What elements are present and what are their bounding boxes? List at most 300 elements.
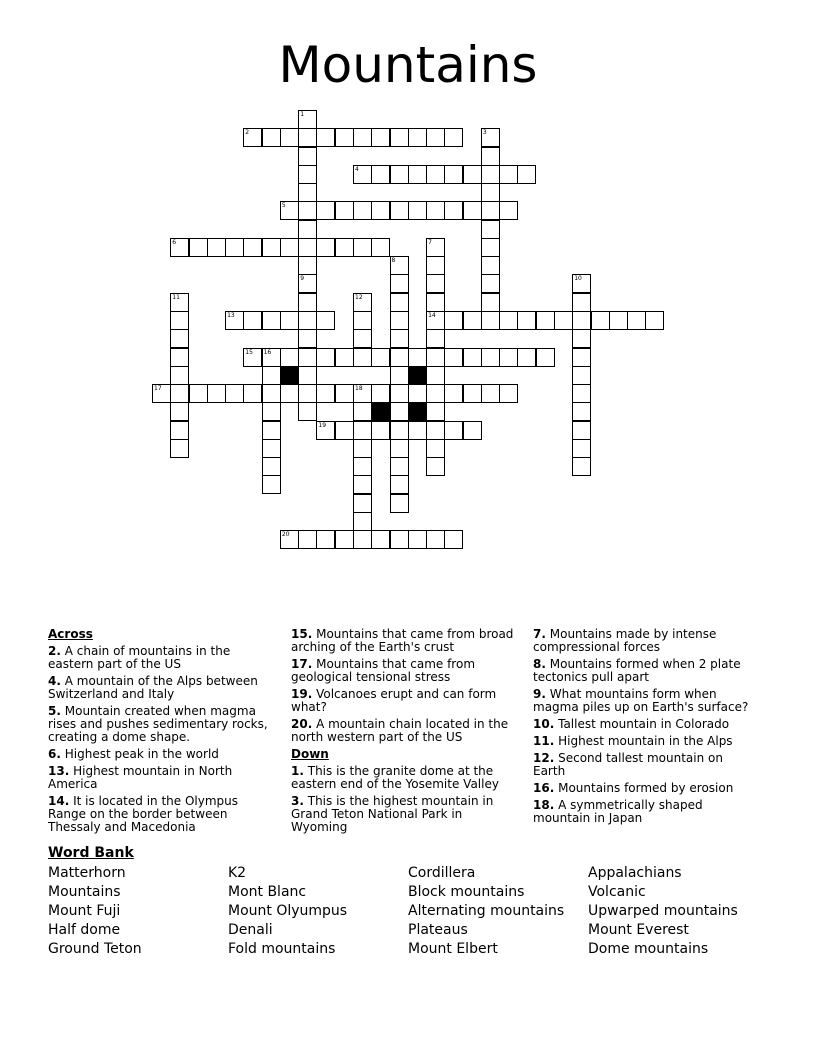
clue-text: Mountain created when magma rises and pushes sedimentary rocks, creating a dome shape.: [48, 704, 268, 744]
crossword-cell[interactable]: [371, 421, 390, 440]
crossword-cell[interactable]: [280, 384, 299, 403]
crossword-cell[interactable]: [262, 311, 281, 330]
crossword-cell[interactable]: [298, 402, 317, 421]
clue-text: It is located in the Olympus Range on the border between Thessaly and Macedonia: [48, 794, 239, 834]
crossword-cell[interactable]: [444, 128, 463, 147]
crossword-cell[interactable]: [609, 311, 628, 330]
down-clue: [533, 688, 758, 714]
crossword-cell[interactable]: [499, 201, 518, 220]
word-bank-item: Mount Elbert: [408, 941, 498, 957]
crossword-cell[interactable]: [335, 421, 354, 440]
clue-number: 17: [154, 385, 162, 393]
crossword-cell[interactable]: [572, 366, 591, 385]
crossword-cell[interactable]: [408, 530, 427, 549]
crossword-cell[interactable]: [225, 238, 244, 257]
crossword-cell[interactable]: [316, 421, 335, 440]
crossword-cell[interactable]: [298, 293, 317, 312]
crossword-cell[interactable]: [463, 384, 482, 403]
crossword-cell[interactable]: [426, 293, 445, 312]
crossword-cell[interactable]: [243, 238, 262, 257]
crossword-cell[interactable]: [353, 384, 372, 403]
down-clue: [533, 658, 758, 684]
clue-number-label: 12.: [533, 751, 555, 765]
crossword-cell[interactable]: [298, 530, 317, 549]
down-clue: [533, 735, 758, 748]
crossword-cell[interactable]: [353, 402, 372, 421]
crossword-cell[interactable]: [390, 384, 409, 403]
crossword-cell[interactable]: [408, 384, 427, 403]
clue-text: Highest mountain in the Alps: [558, 734, 733, 748]
crossword-cell[interactable]: [262, 402, 281, 421]
crossword-cell[interactable]: [444, 421, 463, 440]
crossword-cell[interactable]: [225, 384, 244, 403]
crossword-cell[interactable]: [481, 311, 500, 330]
word-bank-item: Alternating mountains: [408, 903, 565, 919]
crossword-cell[interactable]: [353, 421, 372, 440]
clue-number: 11: [172, 293, 180, 301]
crossword-cell[interactable]: [572, 293, 591, 312]
crossword-cell[interactable]: [170, 311, 189, 330]
crossword-cell[interactable]: [298, 165, 317, 184]
crossword-cell[interactable]: [517, 311, 536, 330]
clue-number-label: 13.: [48, 764, 70, 778]
crossword-cell[interactable]: [189, 238, 208, 257]
crossword-cell[interactable]: [426, 348, 445, 367]
crossword-cell[interactable]: [426, 366, 445, 385]
clue-number-label: 3.: [291, 794, 304, 808]
crossword-cell[interactable]: [426, 329, 445, 348]
crossword-cell[interactable]: [170, 402, 189, 421]
word-bank-column-2: [228, 864, 347, 959]
crossword-cell[interactable]: [371, 128, 390, 147]
crossword-cell[interactable]: [353, 457, 372, 476]
crossword-cell[interactable]: [444, 165, 463, 184]
crossword-cell[interactable]: [390, 530, 409, 549]
clue-number-label: 5.: [48, 704, 61, 718]
crossword-cell[interactable]: [481, 348, 500, 367]
crossword-cell[interactable]: [298, 110, 317, 129]
crossword-cell[interactable]: [280, 238, 299, 257]
across-clue: [48, 795, 270, 834]
crossword-cell[interactable]: [426, 402, 445, 421]
crossword-cell[interactable]: [481, 183, 500, 202]
crossword-cell[interactable]: [298, 201, 317, 220]
crossword-cell[interactable]: [481, 147, 500, 166]
crossword-cell[interactable]: [262, 421, 281, 440]
crossword-cell[interactable]: [298, 128, 317, 147]
crossword-cell[interactable]: [298, 366, 317, 385]
crossword-cell[interactable]: [517, 348, 536, 367]
crossword-cell[interactable]: [444, 311, 463, 330]
clue-number-label: 16.: [533, 781, 555, 795]
crossword-cell[interactable]: [243, 348, 262, 367]
crossword-cell[interactable]: [390, 311, 409, 330]
crossword-cell[interactable]: [353, 238, 372, 257]
crossword-cell[interactable]: [298, 220, 317, 239]
crossword-cell[interactable]: [170, 421, 189, 440]
crossword-cell[interactable]: [627, 311, 646, 330]
clue-number: 7: [428, 238, 432, 246]
clue-number: 12: [355, 293, 363, 301]
across-clue: [291, 628, 516, 654]
crossword-cell[interactable]: [335, 348, 354, 367]
crossword-cell[interactable]: [426, 311, 445, 330]
crossword-cell[interactable]: [371, 238, 390, 257]
crossword-cell[interactable]: [353, 201, 372, 220]
crossword-cell[interactable]: [426, 530, 445, 549]
crossword-cell[interactable]: [353, 494, 372, 513]
crossword-cell[interactable]: [572, 457, 591, 476]
across-clue: [291, 658, 516, 684]
crossword-cell[interactable]: [426, 238, 445, 257]
word-bank-item: Matterhorn: [48, 865, 126, 881]
crossword-cell[interactable]: [353, 512, 372, 531]
clue-number-label: 14.: [48, 794, 70, 808]
clue-number-label: 20.: [291, 717, 313, 731]
word-bank-item: Half dome: [48, 922, 121, 938]
clue-number-label: 7.: [533, 627, 546, 641]
crossword-block: [280, 366, 299, 385]
crossword-cell[interactable]: [170, 329, 189, 348]
crossword-cell[interactable]: [280, 311, 299, 330]
crossword-cell[interactable]: [353, 475, 372, 494]
clue-number: 2: [245, 129, 250, 137]
word-bank-item: Mount Fuji: [48, 903, 121, 919]
clue-number: 18: [355, 385, 363, 393]
crossword-cell[interactable]: [353, 439, 372, 458]
crossword-cell[interactable]: [262, 475, 281, 494]
clues-column-3: [533, 628, 758, 829]
crossword-cell[interactable]: [298, 147, 317, 166]
crossword-cell[interactable]: [316, 311, 335, 330]
word-bank-column-4: [588, 864, 738, 959]
crossword-cell[interactable]: [371, 384, 390, 403]
crossword-cell[interactable]: [572, 311, 591, 330]
crossword-cell[interactable]: [316, 128, 335, 147]
crossword-cell[interactable]: [207, 384, 226, 403]
crossword-cell[interactable]: [572, 348, 591, 367]
crossword-cell[interactable]: [390, 457, 409, 476]
crossword-cell[interactable]: [225, 311, 244, 330]
clue-text: Mountains formed when 2 plate tectonics pull apart: [533, 657, 741, 684]
word-bank-item: Mount Olyumpus: [228, 903, 348, 919]
across-heading: Across: [48, 627, 93, 641]
clue-text: A chain of mountains in the eastern part of the US: [48, 644, 231, 671]
crossword-cell[interactable]: [298, 238, 317, 257]
crossword-cell[interactable]: [426, 201, 445, 220]
crossword-cell[interactable]: [390, 494, 409, 513]
down-clue: [291, 765, 516, 791]
crossword-cell[interactable]: [316, 238, 335, 257]
crossword-cell[interactable]: [426, 274, 445, 293]
crossword-cell[interactable]: [243, 128, 262, 147]
clue-text: Mountains made by intense compressional forces: [533, 627, 717, 654]
word-bank-item: Ground Teton: [48, 941, 142, 957]
clue-number: 4: [355, 165, 359, 173]
clue-text: Highest mountain in North America: [48, 764, 233, 791]
crossword-cell[interactable]: [371, 348, 390, 367]
clue-number-label: 8.: [533, 657, 546, 671]
across-clue: [48, 645, 270, 671]
clue-text: Mountains that came from broad arching of the Earth's crust: [291, 627, 514, 654]
crossword-block: [408, 366, 427, 385]
crossword-cell[interactable]: [390, 165, 409, 184]
crossword-cell[interactable]: [262, 384, 281, 403]
clue-number: 5: [281, 202, 286, 210]
crossword-cell[interactable]: [280, 530, 299, 549]
crossword-cell[interactable]: [572, 384, 591, 403]
crossword-cell[interactable]: [390, 439, 409, 458]
crossword-cell[interactable]: [170, 384, 189, 403]
clue-text: This is the highest mountain in Grand Teton National Park in Wyoming: [291, 794, 494, 834]
clue-number: 10: [574, 275, 582, 283]
crossword-cell[interactable]: [645, 311, 664, 330]
clue-number: 3: [482, 129, 487, 137]
clue-number: 6: [172, 238, 177, 246]
crossword-cell[interactable]: [390, 421, 409, 440]
crossword-cell[interactable]: [316, 201, 335, 220]
crossword-cell[interactable]: [390, 366, 409, 385]
crossword-cell[interactable]: [554, 311, 573, 330]
clue-text: Highest peak in the world: [64, 747, 219, 761]
clue-number-label: 19.: [291, 687, 313, 701]
crossword-cell[interactable]: [371, 201, 390, 220]
crossword-cell[interactable]: [335, 238, 354, 257]
clue-number-label: 11.: [533, 734, 555, 748]
word-bank-item: K2: [228, 865, 247, 881]
crossword-cell[interactable]: [335, 128, 354, 147]
clues-column-2: [291, 628, 516, 838]
word-bank-item: Mount Everest: [588, 922, 689, 938]
crossword-cell[interactable]: [481, 220, 500, 239]
word-bank-item: Plateaus: [408, 922, 468, 938]
crossword-cell[interactable]: [572, 274, 591, 293]
crossword-cell[interactable]: [243, 384, 262, 403]
crossword-cell[interactable]: [316, 384, 335, 403]
crossword-cell[interactable]: [170, 293, 189, 312]
clue-number-label: 6.: [48, 747, 61, 761]
clue-text: Second tallest mountain on Earth: [533, 751, 723, 778]
crossword-cell[interactable]: [335, 384, 354, 403]
word-bank-item: Mountains: [48, 884, 121, 900]
clue-number: 20: [281, 531, 290, 539]
crossword-cell[interactable]: [353, 329, 372, 348]
crossword-block: [371, 402, 390, 421]
crossword-cell[interactable]: [390, 329, 409, 348]
clue-number: 8: [391, 257, 396, 265]
crossword-cell[interactable]: [298, 348, 317, 367]
crossword-cell[interactable]: [426, 128, 445, 147]
crossword-cell[interactable]: [298, 384, 317, 403]
across-clue: [48, 705, 270, 744]
crossword-cell[interactable]: [262, 457, 281, 476]
word-bank-item: Upwarped mountains: [588, 903, 738, 919]
clue-number-label: 17.: [291, 657, 313, 671]
word-bank-item: Dome mountains: [588, 941, 709, 957]
down-clue: [533, 628, 758, 654]
crossword-block: [408, 402, 427, 421]
crossword-cell[interactable]: [298, 311, 317, 330]
crossword-cell[interactable]: [353, 165, 372, 184]
crossword-cell[interactable]: [298, 183, 317, 202]
clue-text: Mountains that came from geological tensional stress: [291, 657, 476, 684]
crossword-cell[interactable]: [426, 439, 445, 458]
word-bank-column-3: [408, 864, 564, 959]
crossword-cell[interactable]: [262, 238, 281, 257]
crossword-cell[interactable]: [298, 274, 317, 293]
crossword-cell[interactable]: [353, 128, 372, 147]
clue-number: 13: [227, 312, 235, 319]
crossword-cell[interactable]: [499, 348, 518, 367]
crossword-cell[interactable]: [390, 402, 409, 421]
across-clue: [48, 765, 270, 791]
across-clue: [291, 688, 516, 714]
crossword-cell[interactable]: [426, 165, 445, 184]
crossword-cell[interactable]: [463, 165, 482, 184]
crossword-cell[interactable]: [390, 274, 409, 293]
crossword-cell[interactable]: [481, 165, 500, 184]
crossword-cell[interactable]: [280, 348, 299, 367]
crossword-cell[interactable]: [481, 201, 500, 220]
crossword-cell[interactable]: [170, 238, 189, 257]
crossword-cell[interactable]: [262, 439, 281, 458]
crossword-cell[interactable]: [189, 384, 208, 403]
clue-text: A mountain chain located in the north western part of the US: [291, 717, 509, 744]
page-title: Mountains: [278, 36, 538, 94]
crossword-cell[interactable]: [444, 530, 463, 549]
word-bank-column-1: [48, 864, 142, 959]
crossword-cell[interactable]: [572, 402, 591, 421]
crossword-cell[interactable]: [481, 256, 500, 275]
crossword-cell[interactable]: [408, 421, 427, 440]
crossword-cell[interactable]: [390, 475, 409, 494]
clue-number: 16: [263, 348, 272, 356]
clue-number-label: 18.: [533, 798, 555, 812]
clue-number: 15: [245, 348, 253, 356]
crossword-cell[interactable]: [371, 165, 390, 184]
word-bank-item: Appalachians: [588, 865, 682, 881]
crossword-cell[interactable]: [298, 256, 317, 275]
across-clue: [48, 748, 270, 761]
clue-number-label: 2.: [48, 644, 61, 658]
crossword-cell[interactable]: [207, 238, 226, 257]
crossword-cell[interactable]: [481, 274, 500, 293]
word-bank-item: Mont Blanc: [228, 884, 307, 900]
crossword-cell[interactable]: [444, 201, 463, 220]
crossword-cell[interactable]: [390, 201, 409, 220]
crossword-cell[interactable]: [444, 348, 463, 367]
word-bank-item: Cordillera: [408, 865, 476, 881]
crossword-cell[interactable]: [572, 329, 591, 348]
down-clue: [533, 718, 758, 731]
crossword-cell[interactable]: [426, 256, 445, 275]
clue-number: 19: [318, 421, 327, 429]
crossword-cell[interactable]: [463, 421, 482, 440]
crossword-cell[interactable]: [572, 421, 591, 440]
clue-number-label: 9.: [533, 687, 546, 701]
crossword-cell[interactable]: [298, 329, 317, 348]
crossword-cell[interactable]: [390, 293, 409, 312]
crossword-cell[interactable]: [536, 311, 555, 330]
crossword-cell[interactable]: [463, 201, 482, 220]
crossword-cell[interactable]: [536, 348, 555, 367]
crossword-cell[interactable]: [517, 165, 536, 184]
clue-number-label: 1.: [291, 764, 304, 778]
down-clue: [533, 782, 758, 795]
crossword-cell[interactable]: [408, 165, 427, 184]
crossword-cell[interactable]: [499, 384, 518, 403]
crossword-cell[interactable]: [444, 384, 463, 403]
crossword-cell[interactable]: [463, 348, 482, 367]
crossword-cell[interactable]: [335, 201, 354, 220]
crossword-cell[interactable]: [463, 311, 482, 330]
clue-text: A symmetrically shaped mountain in Japan: [533, 798, 703, 825]
crossword-cell[interactable]: [390, 256, 409, 275]
word-bank-title: Word Bank: [48, 845, 134, 861]
crossword-cell[interactable]: [426, 384, 445, 403]
crossword-cell[interactable]: [280, 128, 299, 147]
clues-column-1: [48, 628, 270, 838]
down-clue: [291, 795, 516, 834]
crossword-cell[interactable]: [243, 311, 262, 330]
crossword-cell[interactable]: [353, 348, 372, 367]
clue-number: 14: [428, 312, 436, 319]
crossword-cell[interactable]: [426, 421, 445, 440]
crossword-cell[interactable]: [481, 293, 500, 312]
crossword-cell[interactable]: [408, 348, 427, 367]
crossword-cell[interactable]: [170, 439, 189, 458]
crossword-cell[interactable]: [262, 128, 281, 147]
crossword-cell[interactable]: [408, 201, 427, 220]
crossword-cell[interactable]: [591, 311, 610, 330]
crossword-cell[interactable]: [499, 311, 518, 330]
down-clue: [533, 752, 758, 778]
crossword-cell[interactable]: [262, 366, 281, 385]
crossword-cell[interactable]: [170, 348, 189, 367]
word-bank-item: Volcanic: [588, 884, 646, 900]
crossword-cell[interactable]: [170, 366, 189, 385]
clue-text: Volcanoes erupt and can form what?: [291, 687, 497, 714]
crossword-cell[interactable]: [481, 128, 500, 147]
crossword-cell[interactable]: [481, 238, 500, 257]
crossword-cell[interactable]: [390, 128, 409, 147]
crossword-cell[interactable]: [316, 348, 335, 367]
clue-text: What mountains form when magma piles up on Earth's surface?: [533, 687, 749, 714]
clue-number: 1: [300, 111, 305, 118]
crossword-cell[interactable]: [371, 530, 390, 549]
crossword-cell[interactable]: [353, 530, 372, 549]
crossword-cell[interactable]: [335, 530, 354, 549]
crossword-cell[interactable]: [390, 348, 409, 367]
crossword-cell[interactable]: [408, 128, 427, 147]
crossword-cell[interactable]: [262, 348, 281, 367]
clue-number-label: 15.: [291, 627, 313, 641]
crossword-cell[interactable]: [353, 293, 372, 312]
down-heading: Down: [291, 747, 329, 761]
crossword-cell[interactable]: [426, 457, 445, 476]
across-clue: [291, 718, 516, 744]
word-bank-item: Fold mountains: [228, 941, 336, 957]
crossword-cell[interactable]: [280, 201, 299, 220]
crossword-cell[interactable]: [499, 165, 518, 184]
crossword-cell[interactable]: [572, 439, 591, 458]
crossword-cell[interactable]: [152, 384, 171, 403]
crossword-cell[interactable]: [481, 384, 500, 403]
crossword-cell[interactable]: [353, 311, 372, 330]
across-clue: [48, 675, 270, 701]
crossword-cell[interactable]: [316, 530, 335, 549]
clue-number-label: 4.: [48, 674, 61, 688]
